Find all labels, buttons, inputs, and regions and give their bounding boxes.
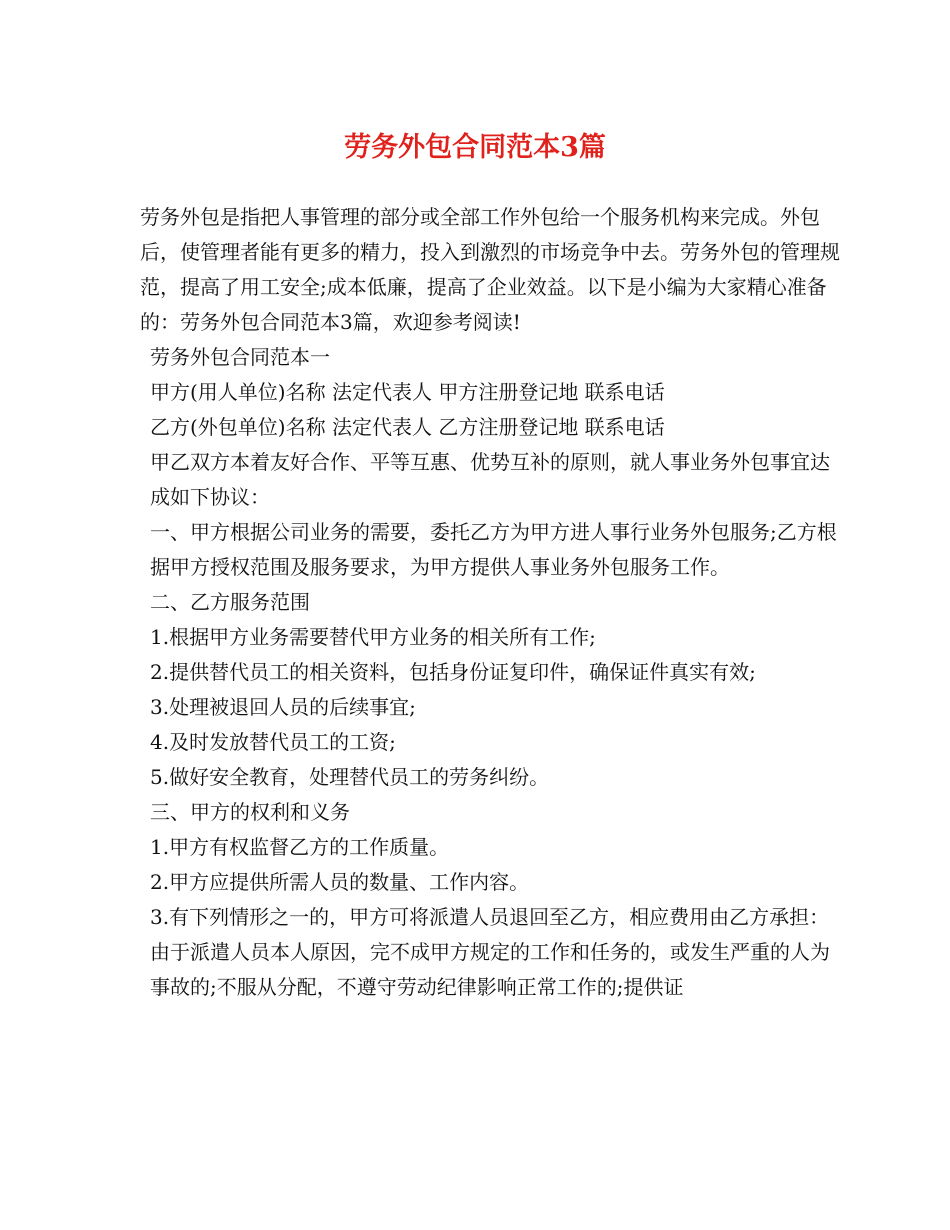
list-item: 4.及时发放替代员工的工资; xyxy=(150,730,396,754)
section-heading: 劳务外包合同范本一 xyxy=(150,345,330,369)
list-item: 1.甲方有权监督乙方的工作质量。 xyxy=(150,835,450,859)
list-item: 5.做好安全教育，处理替代员工的劳务纠纷。 xyxy=(150,765,550,789)
list-item: 1.根据甲方业务需要替代甲方业务的相关所有工作; xyxy=(150,625,596,649)
list-item: 2.甲方应提供所需人员的数量、工作内容。 xyxy=(150,870,530,894)
agreement-paragraph: 甲乙双方本着友好合作、平等互惠、优势互补的原则，就人事业务外包事宜达成如下协议： xyxy=(150,450,830,509)
document-title: 劳务外包合同范本3篇 xyxy=(344,132,606,163)
clause-heading: 二、乙方服务范围 xyxy=(150,590,310,614)
clause-heading: 三、甲方的权利和义务 xyxy=(150,800,350,824)
list-item: 3.处理被退回人员的后续事宜; xyxy=(150,695,416,719)
clause-one: 一、甲方根据公司业务的需要，委托乙方为甲方进人事行业务外包服务;乙方根据甲方授权范围及服务要求，为甲方提供人事业务外包服务工作。 xyxy=(150,520,837,579)
document-body xyxy=(140,200,840,1005)
intro-paragraph: 劳务外包是指把人事管理的部分或全部工作外包给一个服务机构来完成。外包后，使管理者能有更多的精力，投入到激烈的市场竞争中去。劳务外包的管理规范，提高了用工安全;成本低廉，提高了企业效益。以下是小编为大家精心准备的：劳务外包合同范本3篇，欢迎参考阅读! xyxy=(140,205,840,334)
party-b-line: 乙方(外包单位)名称 法定代表人 乙方注册登记地 联系电话 xyxy=(150,415,665,439)
list-item: 3.有下列情形之一的，甲方可将派遣人员退回至乙方，相应费用由乙方承担： xyxy=(150,905,830,929)
clause-paragraph: 由于派遣人员本人原因，完不成甲方规定的工作和任务的，或发生严重的人为事故的;不服从分配，不遵守劳动纪律影响正常工作的;提供证 xyxy=(150,940,830,999)
party-a-line: 甲方(用人单位)名称 法定代表人 甲方注册登记地 联系电话 xyxy=(150,380,665,404)
list-item: 2.提供替代员工的相关资料，包括身份证复印件，确保证件真实有效; xyxy=(150,660,756,684)
